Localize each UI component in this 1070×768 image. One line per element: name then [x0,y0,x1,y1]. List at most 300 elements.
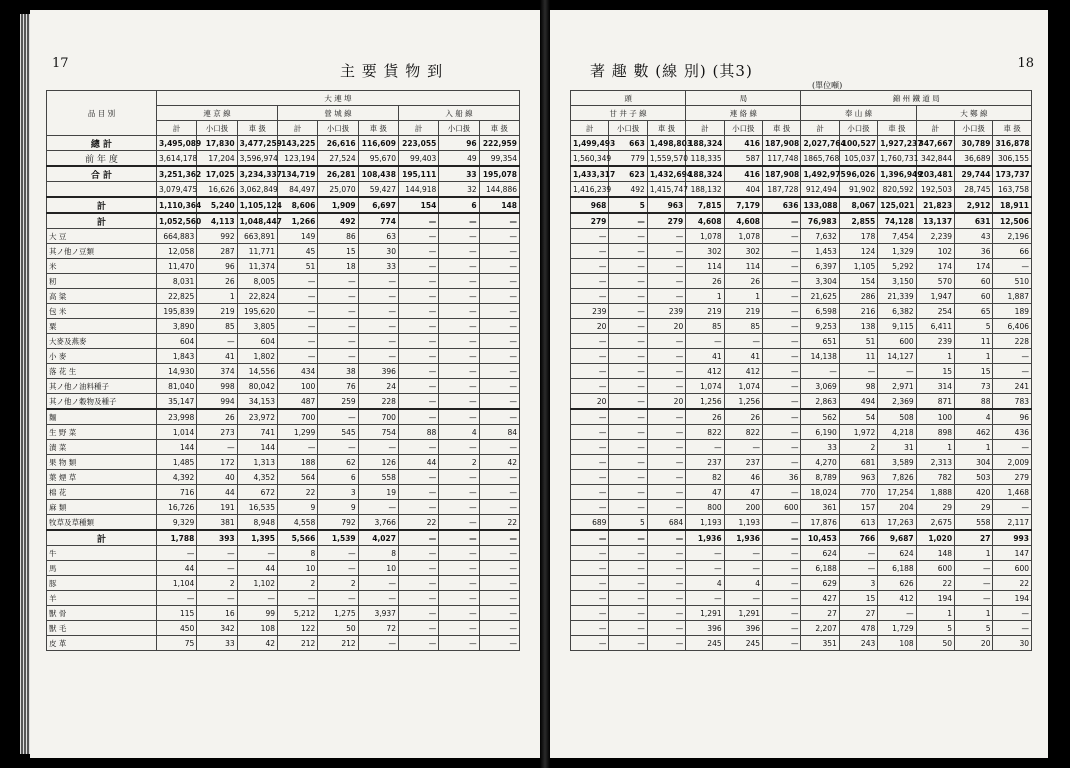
cell-value: 1 [916,606,954,621]
cell-value: — [358,636,398,651]
cell-value: 154 [839,274,877,289]
cell-value: — [686,591,724,606]
cell-value: 503 [955,470,993,485]
cell-value: — [358,500,398,515]
cell-value: 6,188 [878,561,916,576]
cell-value: — [609,546,647,561]
cell-value: 6,382 [878,304,916,319]
cell-value: — [479,500,519,515]
cell-value: — [318,561,358,576]
sub-header: 計 [916,121,954,136]
cell-value: 44 [398,455,438,470]
left-page-number: 17 [52,56,69,71]
cell-value: 604 [237,334,277,349]
sub-header: 小口扱 [955,121,993,136]
cell-value: 5,292 [878,259,916,274]
cell-value: 3,766 [358,515,398,531]
cell-value: 2 [277,576,317,591]
table-row [47,515,520,531]
cell-value: 74,128 [878,213,916,229]
cell-value: — [609,304,647,319]
cell-value: — [609,379,647,394]
cell-value: 689 [571,515,609,531]
row-label: 葉 煙 草 [47,470,157,485]
cell-value: 822 [724,425,762,440]
cell-value: 245 [724,636,762,651]
cell-value: 16,626 [197,182,237,198]
cell-value: 374 [197,364,237,379]
cell-value: — [318,546,358,561]
cell-value: 22 [993,576,1032,591]
cell-value: — [439,409,479,425]
cell-value: — [993,621,1032,636]
table-row [571,304,1032,319]
cell-value: 172 [197,455,237,470]
cell-value: — [479,213,519,229]
cell-value: — [647,289,685,304]
cell-value: 1,110,364 [157,197,197,213]
cell-value: 1,329 [878,244,916,259]
cell-value: — [571,606,609,621]
cell-value: — [358,334,398,349]
cell-value: — [571,576,609,591]
cell-value: — [647,530,685,546]
cell-value: 200 [724,500,762,515]
cell-value: 570 [916,274,954,289]
cell-value: — [763,259,801,274]
table-row [571,151,1032,167]
cell-value: 1 [955,349,993,364]
cell-value: 1,275 [318,606,358,621]
cell-value: 10 [277,561,317,576]
cell-value: 782 [916,470,954,485]
cell-value: 178 [839,229,877,244]
row-label: 麵 [47,409,157,425]
cell-value: — [277,289,317,304]
cell-value: 2,196 [993,229,1032,244]
cell-value: 14,556 [237,364,277,379]
cell-value: 62 [318,455,358,470]
sub-header: 小口扱 [318,121,358,136]
table-row [47,485,520,500]
cell-value: 30,789 [955,136,993,151]
cell-value: 18,911 [993,197,1032,213]
cell-value: 239 [647,304,685,319]
cell-value: 17,830 [197,136,237,151]
cell-value: 6,697 [358,197,398,213]
cell-value: 393 [197,530,237,546]
cell-value: — [398,485,438,500]
table-row [47,151,520,167]
cell-value: 766 [839,530,877,546]
sub-header: 計 [801,121,839,136]
cell-value: 88 [398,425,438,440]
cell-value: — [647,379,685,394]
row-label: 牧草及草種類 [47,515,157,531]
cell-value: 114 [686,259,724,274]
cell-value: 4,392 [157,470,197,485]
cell-value: 2,207 [801,621,839,636]
row-label: 包 米 [47,304,157,319]
cell-value: 40 [197,470,237,485]
cell-value: 138 [839,319,877,334]
table-row [571,576,1032,591]
cell-value: — [993,500,1032,515]
cell-value: — [955,561,993,576]
cell-value: 144 [157,440,197,455]
cell-value: 26 [686,409,724,425]
cell-value: — [609,485,647,500]
cell-value: 147 [993,546,1032,561]
cell-value: — [571,229,609,244]
cell-value: 100,527 [839,136,877,151]
cell-value: — [197,546,237,561]
cell-value: 564 [277,470,317,485]
cell-value: — [571,561,609,576]
cell-value: 3,495,089 [157,136,197,151]
cell-value: 2,117 [993,515,1032,531]
cell-value: 26 [197,274,237,289]
cell-value: — [571,364,609,379]
cell-value: 1,560,349 [571,151,609,167]
cell-value: 314 [916,379,954,394]
sub-header: 計 [571,121,609,136]
cell-value: 1,416,239 [571,182,609,198]
cell-value: 9,687 [878,530,916,546]
cell-value: 212 [318,636,358,651]
cell-value: 6,406 [993,319,1032,334]
cell-value: 302 [724,244,762,259]
cell-value: — [647,546,685,561]
cell-value: 187,908 [763,136,801,151]
cell-value: — [439,213,479,229]
cell-value: — [609,470,647,485]
cell-value: 1 [197,289,237,304]
cell-value: 22 [479,515,519,531]
cell-value: — [993,259,1032,274]
cell-value: 33 [439,166,479,182]
cell-value: 96,026 [839,166,877,182]
row-label: 漬 菜 [47,440,157,455]
cell-value: — [609,213,647,229]
cell-value: — [439,470,479,485]
cell-value: — [647,500,685,515]
cell-value: 1 [955,606,993,621]
table-row [571,500,1032,515]
cell-value: 100 [277,379,317,394]
cell-value: — [398,530,438,546]
cell-value: 42 [237,636,277,651]
row-header: 品 目 別 [47,91,157,136]
table-row [571,197,1032,213]
cell-value: 963 [647,197,685,213]
cell-value: — [439,606,479,621]
cell-value: 1,468 [993,485,1032,500]
cell-value: 228 [993,334,1032,349]
cell-value: 219 [686,304,724,319]
cell-value: 5 [609,515,647,531]
cell-value: 9 [318,500,358,515]
cell-value: 32 [439,182,479,198]
cell-value: — [686,334,724,349]
cell-value: 219 [197,304,237,319]
cell-value: — [993,349,1032,364]
cell-value: 222,959 [479,136,519,151]
cell-value: 26,616 [318,136,358,151]
cell-value: 286 [839,289,877,304]
cell-value: 100 [916,409,954,425]
cell-value: 302 [686,244,724,259]
cell-value: — [439,274,479,289]
cell-value: 15 [916,364,954,379]
table-row [571,425,1032,440]
cell-value: 29 [955,500,993,515]
cell-value: — [277,274,317,289]
table-row [47,334,520,349]
cell-value: 6,397 [801,259,839,274]
cell-value: 1,972 [839,425,877,440]
cell-value: 88 [955,394,993,410]
cell-value: 1,559,570 [647,151,685,167]
cell-value: 11,374 [237,259,277,274]
cell-value: 22 [398,515,438,531]
sub-header: 車 扱 [647,121,685,136]
cell-value: 12,506 [993,213,1032,229]
cell-value: 8 [358,546,398,561]
cell-value: — [439,561,479,576]
cell-value: 651 [801,334,839,349]
cell-value: 27,524 [318,151,358,167]
cell-value: 1 [916,440,954,455]
cell-value: — [571,349,609,364]
cell-value: — [993,364,1032,379]
cell-value: 33 [197,636,237,651]
cell-value: 216 [839,304,877,319]
cell-value: — [479,274,519,289]
sub-header: 車 扱 [993,121,1032,136]
sub-header: 計 [157,121,197,136]
cell-value: — [647,244,685,259]
cell-value: — [763,546,801,561]
cell-value: — [647,334,685,349]
cell-value: 2 [197,576,237,591]
cell-value: 304 [955,455,993,470]
cell-value: 3,596,974 [237,151,277,167]
line-header: 入 船 線 [398,106,519,121]
cell-value: — [318,319,358,334]
cell-value: 36 [763,470,801,485]
table-row [47,621,520,636]
cell-value: 420 [955,485,993,500]
cell-value: 99,403 [398,151,438,167]
cell-value: 306,155 [993,151,1032,167]
table-row [571,364,1032,379]
cell-value: 82 [686,470,724,485]
table-row [47,500,520,515]
cell-value: 27 [839,606,877,621]
cell-value: — [439,500,479,515]
sub-header: 小口扱 [197,121,237,136]
cell-value: — [358,289,398,304]
cell-value: 99,354 [479,151,519,167]
cell-value: — [358,349,398,364]
cell-value: 1,078 [724,229,762,244]
cell-value: 1,014 [157,425,197,440]
cell-value: 663 [609,136,647,151]
table-row [47,274,520,289]
cell-value: 6 [439,197,479,213]
line-header: 甘 井 子 線 [571,106,686,121]
line-header: 連 絡 線 [686,106,801,121]
cell-value: 3,069 [801,379,839,394]
cell-value: — [609,349,647,364]
cell-value: — [609,636,647,651]
cell-value: 203,481 [916,166,954,182]
cell-value: 629 [801,576,839,591]
row-label: 果 物 類 [47,455,157,470]
cell-value: 700 [358,409,398,425]
cell-value: 41 [686,349,724,364]
cell-value: 174 [916,259,954,274]
table-row [571,409,1032,425]
cell-value: 754 [358,425,398,440]
cell-value: — [571,334,609,349]
table-row [47,213,520,229]
cell-value: 126 [358,455,398,470]
cell-value: — [763,304,801,319]
cell-value: — [439,515,479,531]
cell-value: 73 [955,379,993,394]
cell-value: — [571,546,609,561]
cell-value: 116,609 [358,136,398,151]
cell-value: 412 [686,364,724,379]
cell-value: 149 [277,229,317,244]
cell-value: 16,535 [237,500,277,515]
cell-value: — [609,606,647,621]
cell-value: 494 [839,394,877,410]
cell-value: — [763,576,801,591]
cell-value: — [439,621,479,636]
cell-value: 163,758 [993,182,1032,198]
cell-value: — [647,470,685,485]
cell-value: 4,113 [197,213,237,229]
cell-value: 912,494 [801,182,839,198]
table-row [571,621,1032,636]
cell-value: 2 [318,576,358,591]
cell-value: — [647,274,685,289]
cell-value: — [763,289,801,304]
cell-value: 8,606 [277,197,317,213]
cell-value: — [609,576,647,591]
table-row [47,530,520,546]
cell-value: 1,074 [686,379,724,394]
cell-value: — [647,440,685,455]
cell-value: 820,592 [878,182,916,198]
cell-value: 450 [157,621,197,636]
cell-value: — [763,485,801,500]
cell-value: 21,339 [878,289,916,304]
cell-value: — [398,591,438,606]
cell-value: 1,433,317 [571,166,609,182]
cell-value: 770 [839,485,877,500]
cell-value: 50 [916,636,954,651]
cell-value: 84,497 [277,182,317,198]
cell-value: — [479,606,519,621]
cell-value: 66 [993,244,1032,259]
cell-value: 72 [358,621,398,636]
cell-value: 50 [318,621,358,636]
cell-value: — [398,440,438,455]
cell-value: 123,194 [277,151,317,167]
table-row [47,244,520,259]
cell-value: 279 [647,213,685,229]
right-page-number: 18 [1017,56,1034,71]
cell-value: 1,499,493 [571,136,609,151]
cell-value: — [763,621,801,636]
cell-value: 122 [277,621,317,636]
cell-value: 631 [955,213,993,229]
row-label: 籾 [47,274,157,289]
cell-value: — [609,591,647,606]
cell-value: — [318,304,358,319]
cell-value: 85 [724,319,762,334]
cell-value: — [237,546,277,561]
cell-value: 2 [839,440,877,455]
row-label: 棉 花 [47,485,157,500]
cell-value: 125,021 [878,197,916,213]
cell-value: — [609,440,647,455]
cell-value: 664,883 [157,229,197,244]
cell-value: — [439,259,479,274]
cell-value: — [647,576,685,591]
table-row [47,455,520,470]
cell-value: 31 [878,440,916,455]
cell-value: 11,771 [237,244,277,259]
cell-value: 20 [647,319,685,334]
table-row [571,561,1032,576]
cell-value: 3,304 [801,274,839,289]
table-row [47,289,520,304]
cell-value: — [571,244,609,259]
unit-label: (單位噸) [812,81,843,90]
cell-value: — [609,274,647,289]
cell-value: 173,737 [993,166,1032,182]
cell-value: — [647,561,685,576]
cell-value: 871 [916,394,954,410]
cell-value: — [571,274,609,289]
cell-value: — [439,244,479,259]
book-spine [540,0,550,768]
cell-value: — [398,334,438,349]
cell-value: 188,132 [686,182,724,198]
cell-value: — [763,455,801,470]
table-row [47,304,520,319]
cell-value: 487 [277,394,317,410]
cell-value: 545 [318,425,358,440]
cell-value: — [197,591,237,606]
cell-value: 416 [724,166,762,182]
cell-value: 144,886 [479,182,519,198]
cell-value: 700 [277,409,317,425]
cell-value: 492 [609,182,647,198]
cell-value: — [724,440,762,455]
row-label: 大 豆 [47,229,157,244]
row-label: 計 [47,530,157,546]
cell-value: 204 [878,500,916,515]
cell-value: — [439,319,479,334]
cell-value: 1,936 [724,530,762,546]
cell-value: 85 [686,319,724,334]
